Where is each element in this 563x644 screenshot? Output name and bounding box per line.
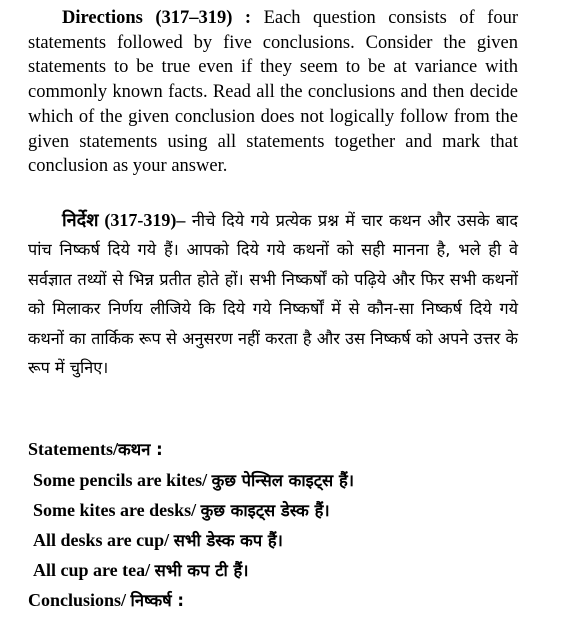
statement-item	[33, 528, 283, 551]
statement-item	[33, 468, 354, 491]
directions-hindi	[28, 206, 518, 382]
statement-item	[33, 558, 249, 581]
statement-item-en: Some pencils are kites/	[33, 470, 208, 490]
statement-item-hi: कुछ काइट्स डेस्क हैं।	[200, 501, 330, 520]
conclusions-heading-en: Conclusions/	[28, 590, 127, 610]
statement-item-hi: कुछ पेन्सिल काइट्स हैं।	[211, 471, 354, 490]
directions-hindi-lead: निर्देश (317-319)–	[62, 210, 186, 230]
directions-english-text: Each question consists of four statements followed by five conclusions. Consider the given statements to be true even if they seem to be at variance with commonly known facts. Read all the conclusions and then decide which of the given conclusion does not logically follow from the given statements using all statements together and mark that conclusion as your answer.	[28, 8, 519, 177]
conclusions-heading-hi: निष्कर्ष :	[130, 591, 185, 610]
conclusions-heading	[28, 588, 184, 611]
statement-item-hi: सभी कप टी हैं।	[154, 561, 249, 580]
statement-item-en: All desks are cup/	[33, 530, 170, 550]
directions-english-lead: Directions (317–319) :	[62, 8, 252, 28]
statement-item	[33, 498, 330, 521]
statements-heading-en: Statements/	[28, 439, 118, 459]
statement-item-en: All cup are tea/	[33, 560, 151, 580]
directions-hindi-text: नीचे दिये गये प्रत्येक प्रश्न में चार कथन और उसके बाद पांच निष्कर्ष दिये गये हैं। आपको दिये गये कथनों को सही मानना है, भले ही वे सर्वज्ञात तथ्यों से भिन्न प्रतीत होते हों। सभी निष्कर्षों को पढ़िये और फिर सभी कथनों को मिलाकर निर्णय लीजिये कि दिये गये निष्कर्षों में से कौन-सा निष्कर्ष दिये गये कथनों का तार्किक रूप से अनुसरण नहीं करता है और उस निष्कर्ष को अपने उत्तर के रूप में चुनिए।	[28, 211, 518, 378]
statements-heading	[28, 437, 163, 460]
statement-item-en: Some kites are desks/	[33, 500, 197, 520]
statements-heading-hi: कथन :	[117, 440, 163, 459]
directions-english	[28, 6, 518, 179]
statement-item-hi: सभी डेस्क कप हैं।	[173, 531, 283, 550]
